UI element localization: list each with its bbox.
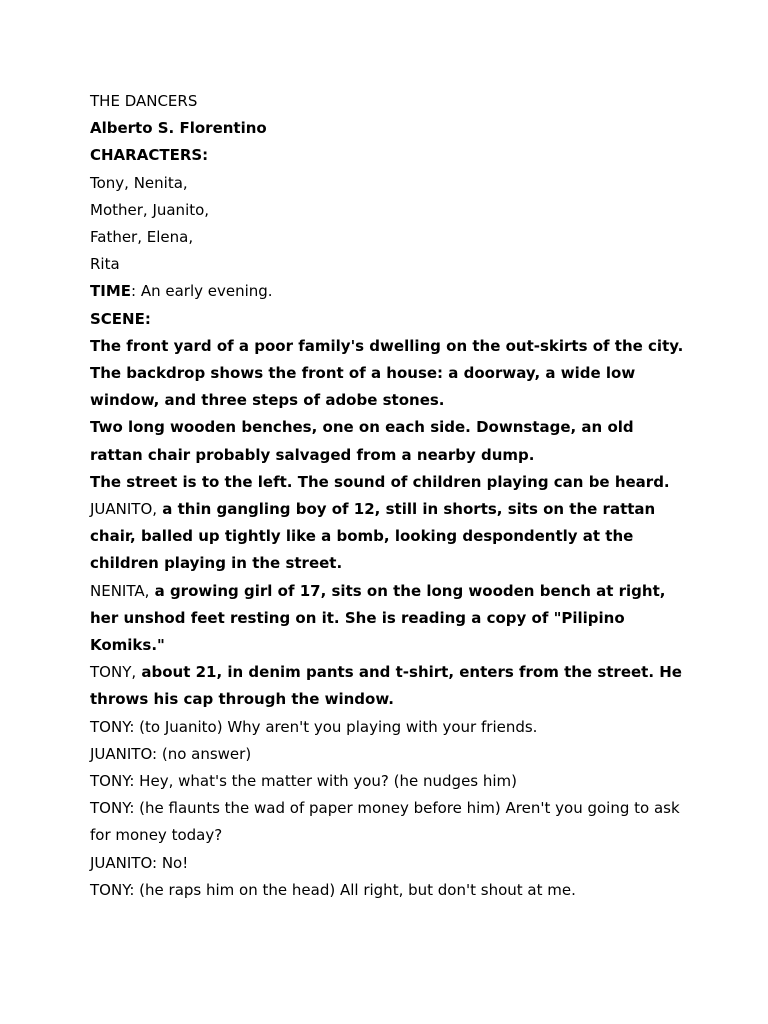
character-intro	[90, 496, 690, 578]
author: Alberto S. Florentino	[90, 119, 267, 138]
character-line: Mother, Juanito,	[90, 200, 210, 219]
character-line: Father, Elena,	[90, 228, 194, 247]
character-intro	[90, 578, 690, 660]
time-label: TIME	[90, 282, 131, 301]
time-text: : An early evening.	[131, 282, 273, 301]
dialogue-line: TONY: (he flaunts the wad of paper money before him) Aren't you going to ask for money today?	[90, 799, 680, 845]
dialogue-line: TONY: (to Juanito) Why aren't you playing with your friends.	[90, 717, 538, 736]
stage-direction: a thin gangling boy of 12, still in shorts, sits on the rattan chair, balled up tightly like a bomb, looking despondently at the children playing in the street.	[90, 500, 656, 573]
character-line: Tony, Nenita,	[90, 173, 188, 192]
play-title: THE DANCERS	[90, 92, 198, 110]
character-name: JUANITO,	[90, 500, 158, 519]
script-text	[90, 88, 690, 904]
dialogue-line: JUANITO: No!	[90, 853, 189, 872]
stage-direction: a growing girl of 17, sits on the long wooden bench at right, her unshod feet resting on it. She is reading a copy of "Pilipino Komiks."	[90, 581, 666, 655]
stage-direction: about 21, in denim pants and t-shirt, enters from the street. He throws his cap through the window.	[90, 663, 682, 709]
dialogue-line: TONY: (he raps him on the head) All right, but don't shout at me.	[90, 880, 576, 899]
scene-description: Two long wooden benches, one on each side. Downstage, an old rattan chair probably salvaged from a nearby dump.	[90, 418, 634, 464]
dialogue-line: JUANITO: (no answer)	[90, 744, 252, 763]
scene-heading: SCENE:	[90, 309, 151, 328]
character-intro	[90, 659, 690, 713]
time-line	[90, 278, 690, 305]
scene-description: The street is to the left. The sound of children playing can be heard.	[90, 472, 670, 491]
characters-heading: CHARACTERS:	[90, 146, 209, 165]
character-name: TONY,	[90, 663, 137, 682]
scene-description: The front yard of a poor family's dwelling on the out-skirts of the city.	[90, 336, 684, 355]
dialogue-line: TONY: Hey, what's the matter with you? (he nudges him)	[90, 772, 518, 791]
scene-description: The backdrop shows the front of a house: a doorway, a wide low window, and three steps of adobe stones.	[90, 364, 636, 410]
character-line: Rita	[90, 255, 120, 274]
character-name: NENITA,	[90, 581, 150, 600]
